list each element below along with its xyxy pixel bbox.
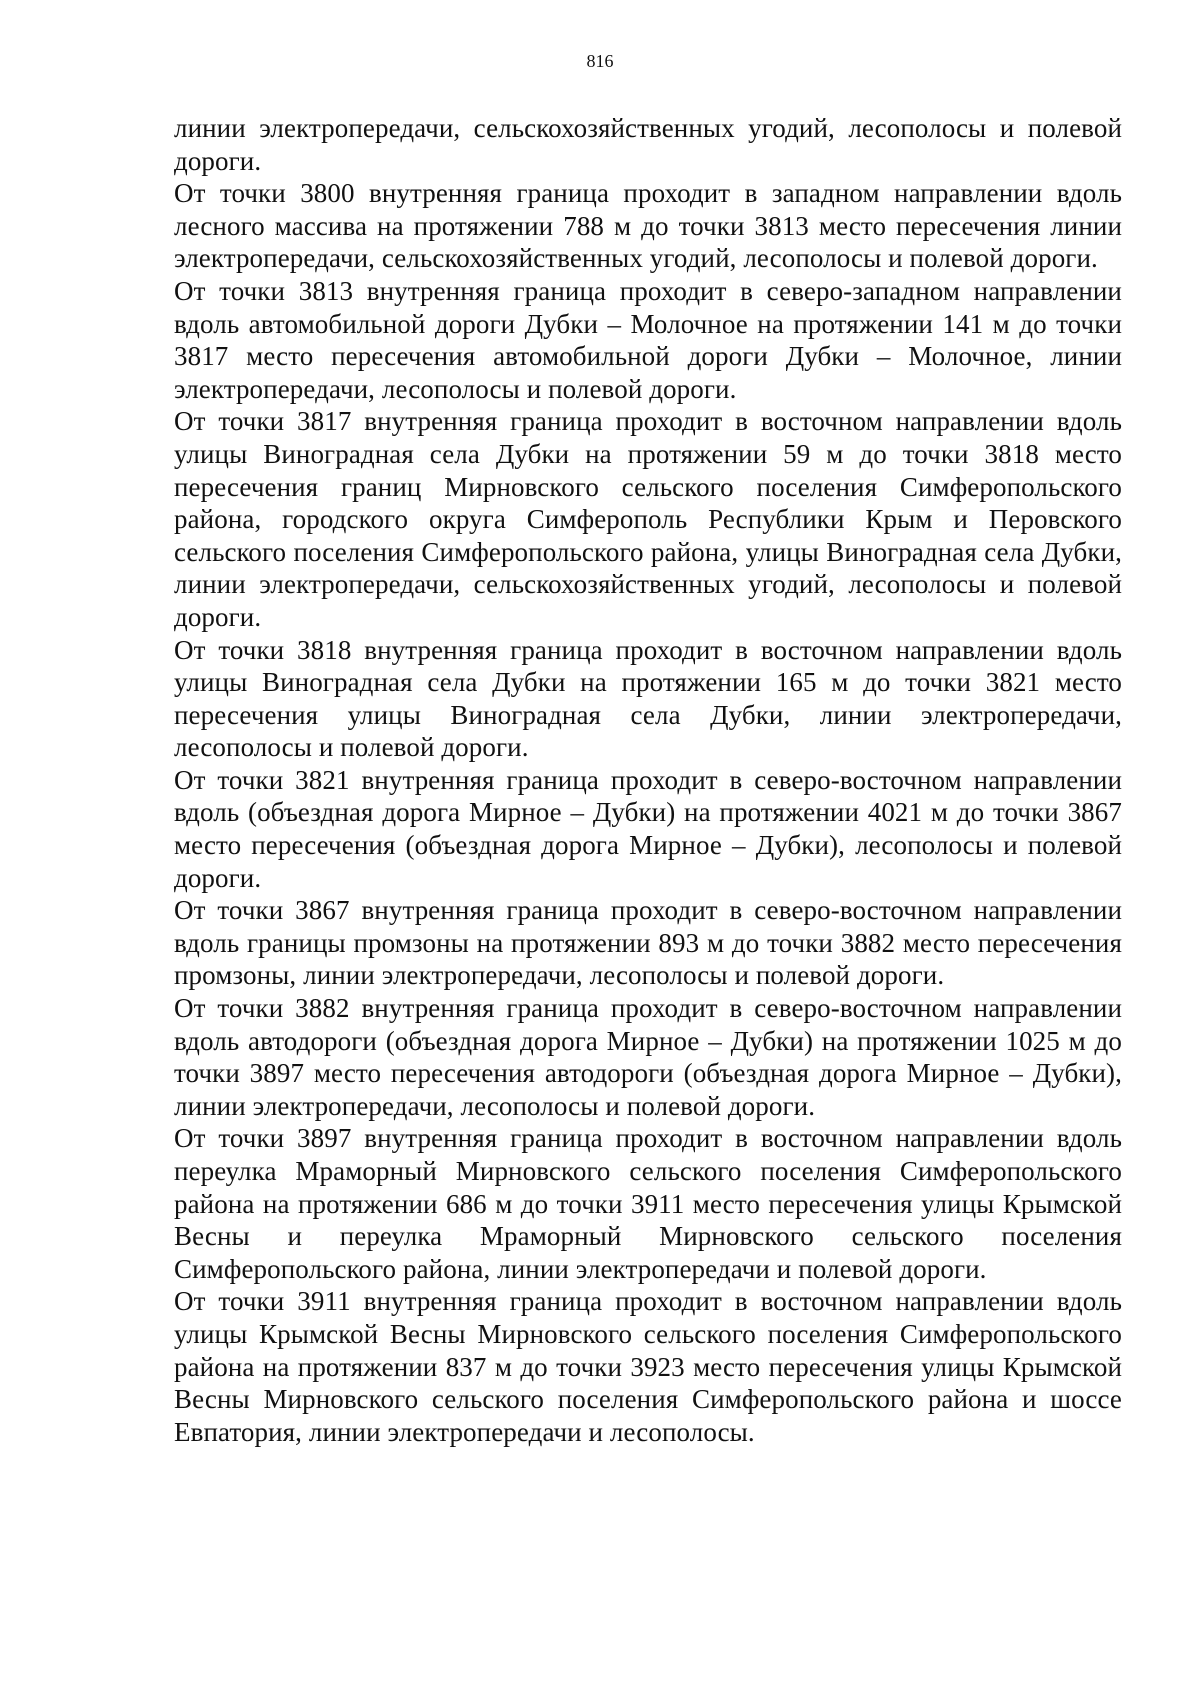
paragraph-point-3817: От точки 3817 внутренняя граница проходит в восточном направлении вдоль улицы Виноградная села Дубки на протяжении 59 м до точки 3818 место пересечения границ Мирновского сельского поселения Симферопольского района, городского округа Симферополь Республики Крым и Перовского сельского поселения Симферопольского района, улицы Виноградная села Дубки, линии электропередачи, сельскохозяйственных угодий, лесополосы и полевой дороги. xyxy=(174,406,1122,632)
paragraph-point-3867: От точки 3867 внутренняя граница проходит в северо-восточном направлении вдоль границы промзоны на протяжении 893 м до точки 3882 место пересечения промзоны, линии электропередачи, лесополосы и полевой дороги. xyxy=(174,895,1122,991)
paragraph-point-3818: От точки 3818 внутренняя граница проходит в восточном направлении вдоль улицы Виноградная села Дубки на протяжении 165 м до точки 3821 место пересечения улицы Виноградная села Дубки, линии электропередачи, лесополосы и полевой дороги. xyxy=(174,634,1122,763)
paragraph-continuation: линии электропередачи, сельскохозяйственных угодий, лесополосы и полевой дороги. xyxy=(174,113,1122,176)
paragraph-point-3813: От точки 3813 внутренняя граница проходит в северо-западном направлении вдоль автомобильной дороги Дубки – Молочное на протяжении 141 м до точки 3817 место пересечения автомобильной дороги Дубки – Молочное, линии электропередачи, лесополосы и полевой дороги. xyxy=(174,275,1122,404)
paragraph-point-3911: От точки 3911 внутренняя граница проходит в восточном направлении вдоль улицы Крымской Весны Мирновского сельского поселения Симферопольского района на протяжении 837 м до точки 3923 место пересечения улицы Крымской Весны Мирновского сельского поселения Симферопольского района и шоссе Евпатория, линии электропередачи и лесополосы. xyxy=(174,1286,1122,1447)
paragraph-point-3897: От точки 3897 внутренняя граница проходит в восточном направлении вдоль переулка Мраморный Мирновского сельского поселения Симферопольского района на протяжении 686 м до точки 3911 место пересечения улицы Крымской Весны и переулка Мраморный Мирновского сельского поселения Симферопольского района, линии электропередачи и полевой дороги. xyxy=(174,1123,1122,1284)
page-number: 816 xyxy=(586,51,614,71)
paragraph-point-3800: От точки 3800 внутренняя граница проходит в западном направлении вдоль лесного массива на протяжении 788 м до точки 3813 место пересечения линии электропередачи, сельскохозяйственных угодий, лесополосы и полевой дороги. xyxy=(174,178,1122,274)
paragraph-point-3882: От точки 3882 внутренняя граница проходит в северо-восточном направлении вдоль автодороги (объездная дорога Мирное – Дубки) на протяжении 1025 м до точки 3897 место пересечения автодороги (объездная дорога Мирное – Дубки), линии электропередачи, лесополосы и полевой дороги. xyxy=(174,993,1122,1121)
document-body xyxy=(174,112,1122,1448)
paragraph-point-3821: От точки 3821 внутренняя граница проходит в северо-восточном направлении вдоль (объездная дорога Мирное – Дубки) на протяжении 4021 м до точки 3867 место пересечения (объездная дорога Мирное – Дубки), лесополосы и полевой дороги. xyxy=(174,764,1122,893)
